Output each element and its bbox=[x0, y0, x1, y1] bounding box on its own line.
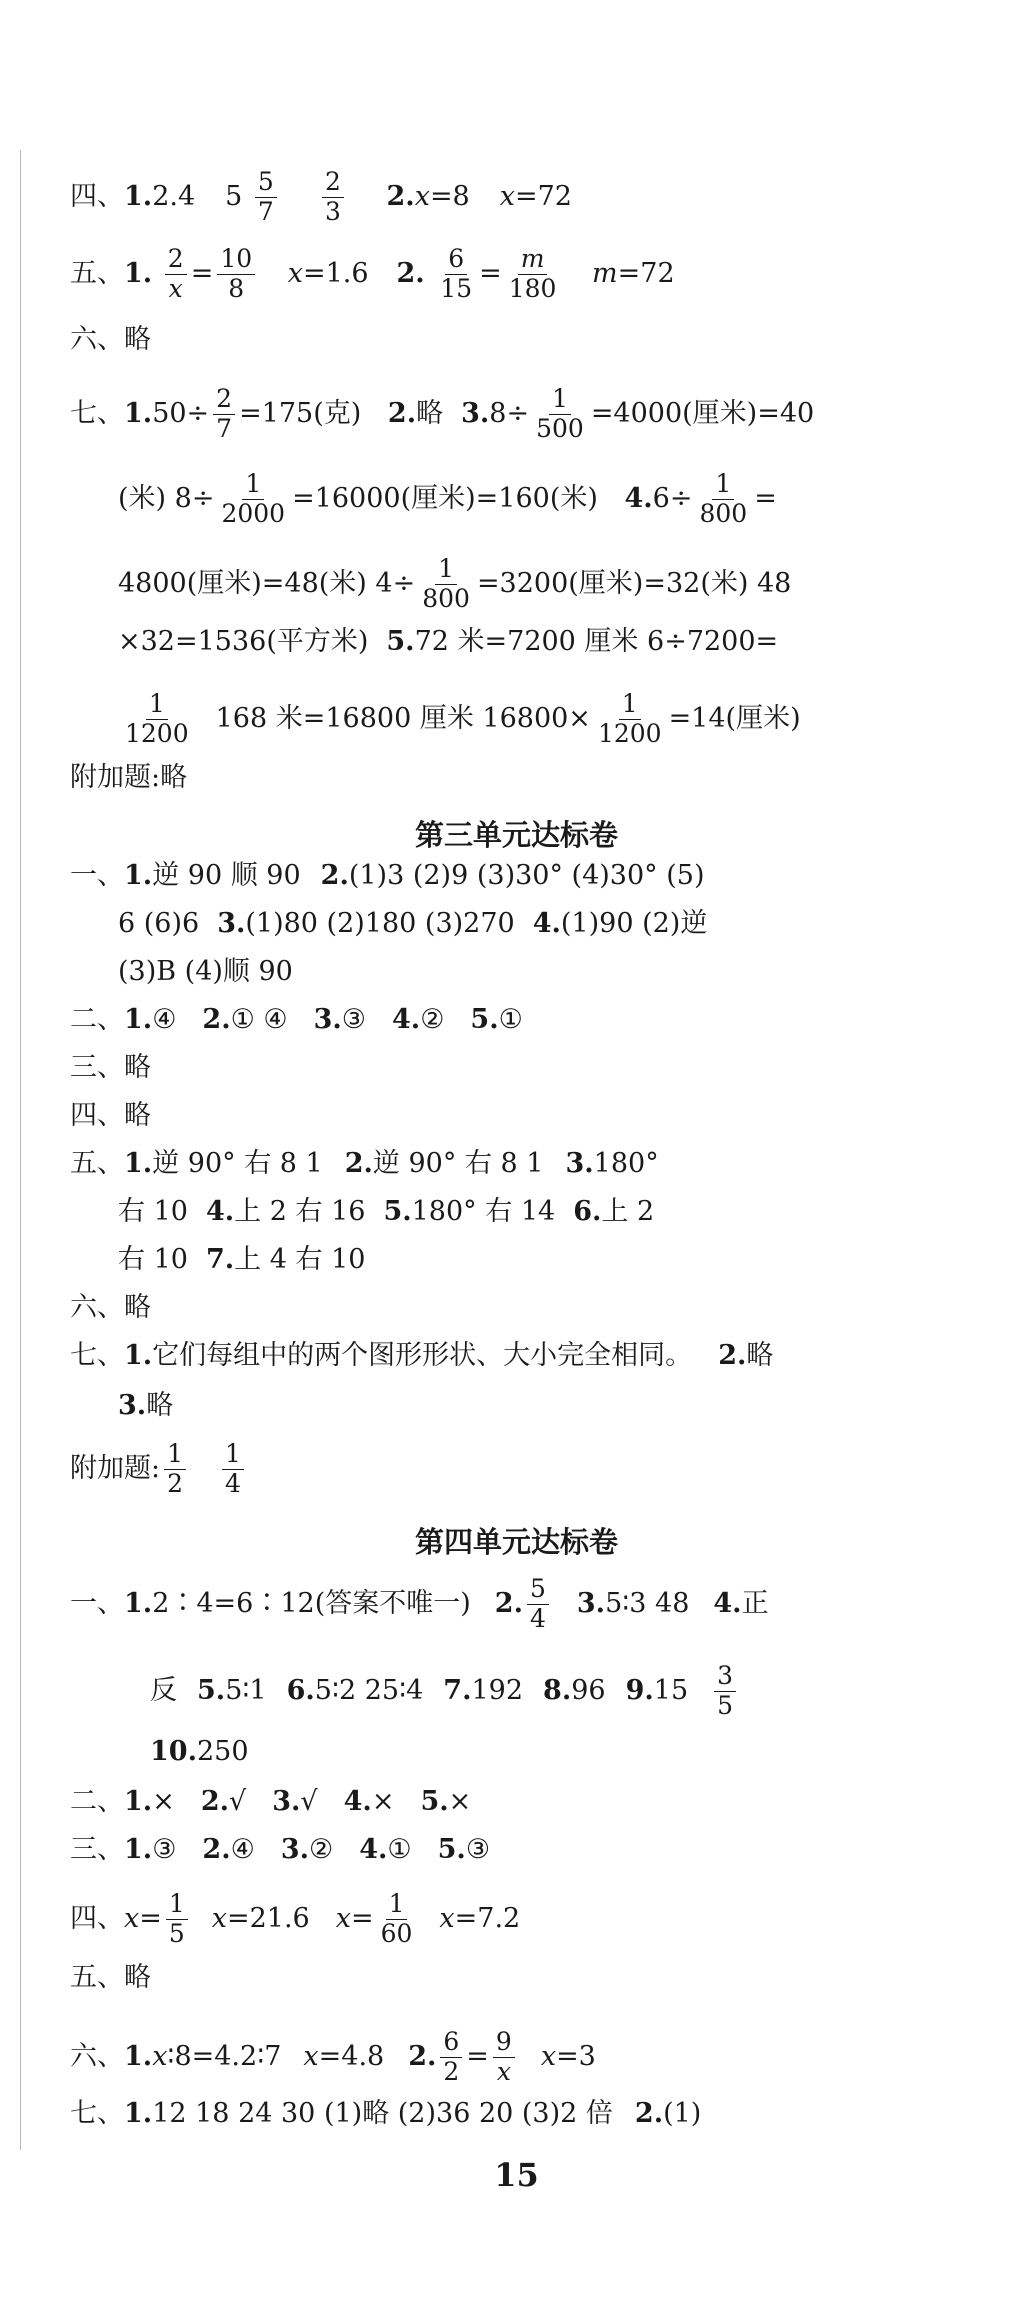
answer-line: 六、略 bbox=[70, 324, 151, 355]
answer-line: 10.250 bbox=[150, 1736, 249, 1767]
answer-line: 右 10 4.上 2 右 16 5.180° 右 14 6.上 2 bbox=[118, 1196, 655, 1227]
section-title: 第四单元达标卷 bbox=[414, 1525, 618, 1559]
answer-line: $\frac{1}{1200}$ 168 米=16800 厘米 16800× $\frac{1}{1200}$ =14(厘米) bbox=[125, 689, 801, 748]
answer-line: 六、1.x∶8=4.2∶7 x=4.8 2. $\frac{6}{2}$ = $\frac{9}{x}$ x=3 bbox=[70, 2027, 596, 2086]
answer-line: 反 5.5∶1 6.5∶2 25∶4 7.192 8.96 9.15 $\frac{3}{5}$ bbox=[150, 1662, 740, 1721]
fraction: $\frac{5}{7}$ bbox=[255, 168, 277, 227]
answer-line: 4800(厘米)=48(米) 4÷ $\frac{1}{800}$ =3200(厘米)=32(米) 48 bbox=[118, 554, 792, 613]
answer-line: 6 (6)6 3.(1)80 (2)180 (3)270 4.(1)90 (2)逆 bbox=[118, 908, 708, 939]
answer-line: 七、1.12 18 24 30 (1)略 (2)36 20 (3)2 倍 2.(1) bbox=[70, 2098, 702, 2129]
answer-line: ×32=1536(平方米) 5.72 米=7200 厘米 6÷7200= bbox=[118, 626, 779, 657]
answer-line: 三、略 bbox=[70, 1052, 151, 1083]
answer-line: 三、1.③ 2.④ 3.② 4.① 5.③ bbox=[70, 1834, 491, 1865]
answer-line: 二、1.④ 2.① ④ 3.③ 4.② 5.① bbox=[70, 1004, 523, 1035]
answer-line: 附加题: $\frac{1}{2}$ $\frac{1}{4}$ bbox=[70, 1440, 248, 1499]
margin-line bbox=[20, 150, 21, 2150]
fraction: $\frac{2}{3}$ bbox=[322, 168, 344, 227]
answer-line: (3)B (4)顺 90 bbox=[118, 956, 293, 987]
answer-line: 右 10 7.上 4 右 10 bbox=[118, 1244, 366, 1275]
answer-line: 二、1.× 2.√ 3.√ 4.× 5.× bbox=[70, 1786, 472, 1817]
answer-line: 五、1. $\frac{2}{x}$ = $\frac{10}{8}$ x=1.6 2. $\frac{6}{15}$ = $\frac{m}{180}$ m=72 bbox=[70, 244, 675, 303]
answer-line: 六、略 bbox=[70, 1292, 151, 1323]
answer-line: 附加题:略 bbox=[70, 762, 188, 793]
answer-line: 五、1.逆 90° 右 8 1 2.逆 90° 右 8 1 3.180° bbox=[70, 1148, 659, 1179]
answer-line: (米) 8÷ $\frac{1}{2000}$ =16000(厘米)=160(米) 4.6÷ $\frac{1}{800}$ = bbox=[118, 469, 777, 528]
page-number: 15 bbox=[494, 2156, 539, 2194]
answer-line: 一、1.2∶4=6∶12(答案不唯一) 2. $\frac{5}{4}$ 3.5∶3 48 4.正 bbox=[70, 1574, 769, 1633]
answer-line: 七、1.50÷ $\frac{2}{7}$ =175(克) 2.略 3.8÷ $\frac{1}{500}$ =4000(厘米)=40 bbox=[70, 384, 815, 443]
answer-line: 七、1.它们每组中的两个图形形状、大小完全相同。 2.略 bbox=[70, 1340, 774, 1371]
section-title: 第三单元达标卷 bbox=[414, 818, 618, 852]
answer-line: 四、1.2.4 5 $\frac{5}{7}$ $\frac{2}{3}$ 2.x=8 x=72 bbox=[70, 167, 572, 226]
answer-line: 3.略 bbox=[118, 1390, 174, 1421]
answer-line: 四、x= $\frac{1}{5}$ x=21.6 x= $\frac{1}{60}$ x=7.2 bbox=[70, 1889, 521, 1948]
answer-line: 四、略 bbox=[70, 1100, 151, 1131]
answer-line: 一、1.逆 90 顺 90 2.(1)3 (2)9 (3)30° (4)30° (5) bbox=[70, 860, 705, 891]
answer-line: 五、略 bbox=[70, 1962, 151, 1993]
